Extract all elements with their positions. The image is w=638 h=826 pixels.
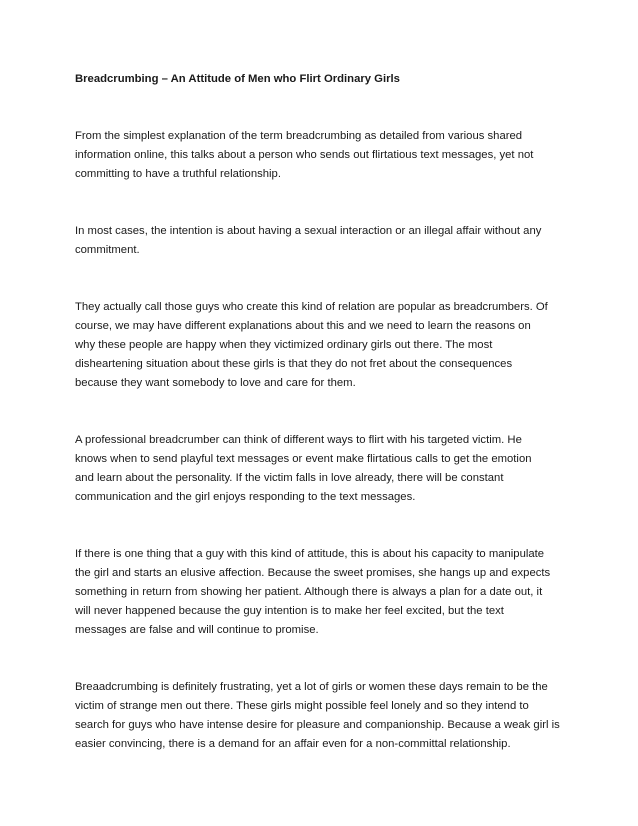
text-line: knows when to send playful text messages or event make flirtatious calls to get the emotion [75,453,532,465]
text-line: They actually call those guys who create this kind of relation are popular as breadcrumbers. Of [75,301,548,313]
text-line: From the simplest explanation of the term breadcrumbing as detailed from various shared [75,130,523,142]
text-line: messages are false and will continue to promise. [75,624,319,636]
text-line: because they want somebody to love and care for them. [75,377,356,389]
text-line: the girl and starts an elusive affection. Because the sweet promises, she hangs up and expects [75,567,551,579]
text-line: something in return from showing her patient. Although there is always a plan for a date out, it [75,586,543,598]
paragraph-6 [75,678,575,754]
document-title: Breadcrumbing – An Attitude of Men who Flirt Ordinary Girls [75,73,400,85]
text-line: will never happened because the guy intention is to make her feel excited, but the text [75,605,504,617]
text-line: Breaadcrumbing is definitely frustrating, yet a lot of girls or women these days remain to be the [75,681,548,693]
text-line: search for guys who have intense desire for pleasure and companionship. Because a weak girl is [75,719,560,731]
paragraph-3 [75,298,575,393]
text-line: In most cases, the intention is about having a sexual interaction or an illegal affair without any [75,225,542,237]
paragraph-5 [75,545,575,640]
paragraph-2 [75,222,575,260]
text-line: victim of strange men out there. These girls might possible feel lonely and so they intend to [75,700,529,712]
text-line: and learn about the personality. If the victim falls in love already, there will be constant [75,472,504,484]
paragraph-4 [75,431,575,507]
text-line: committing to have a truthful relationship. [75,168,281,180]
text-line: A professional breadcrumber can think of different ways to flirt with his targeted victim. He [75,434,522,446]
text-line: easier convincing, there is a demand for an affair even for a non-committal relationship. [75,738,511,750]
paragraph-1 [75,127,575,184]
document-body [75,70,575,792]
text-line: course, we may have different explanations about this and we need to learn the reasons on [75,320,531,332]
text-line: disheartening situation about these girls is that they do not fret about the consequences [75,358,513,370]
text-line: commitment. [75,244,140,256]
text-line: why these people are happy when they victimized ordinary girls out there. The most [75,339,493,351]
text-line: communication and the girl enjoys responding to the text messages. [75,491,416,503]
text-line: information online, this talks about a person who sends out flirtatious text messages, yet not [75,149,534,161]
text-line: If there is one thing that a guy with this kind of attitude, this is about his capacity to manipulate [75,548,545,560]
